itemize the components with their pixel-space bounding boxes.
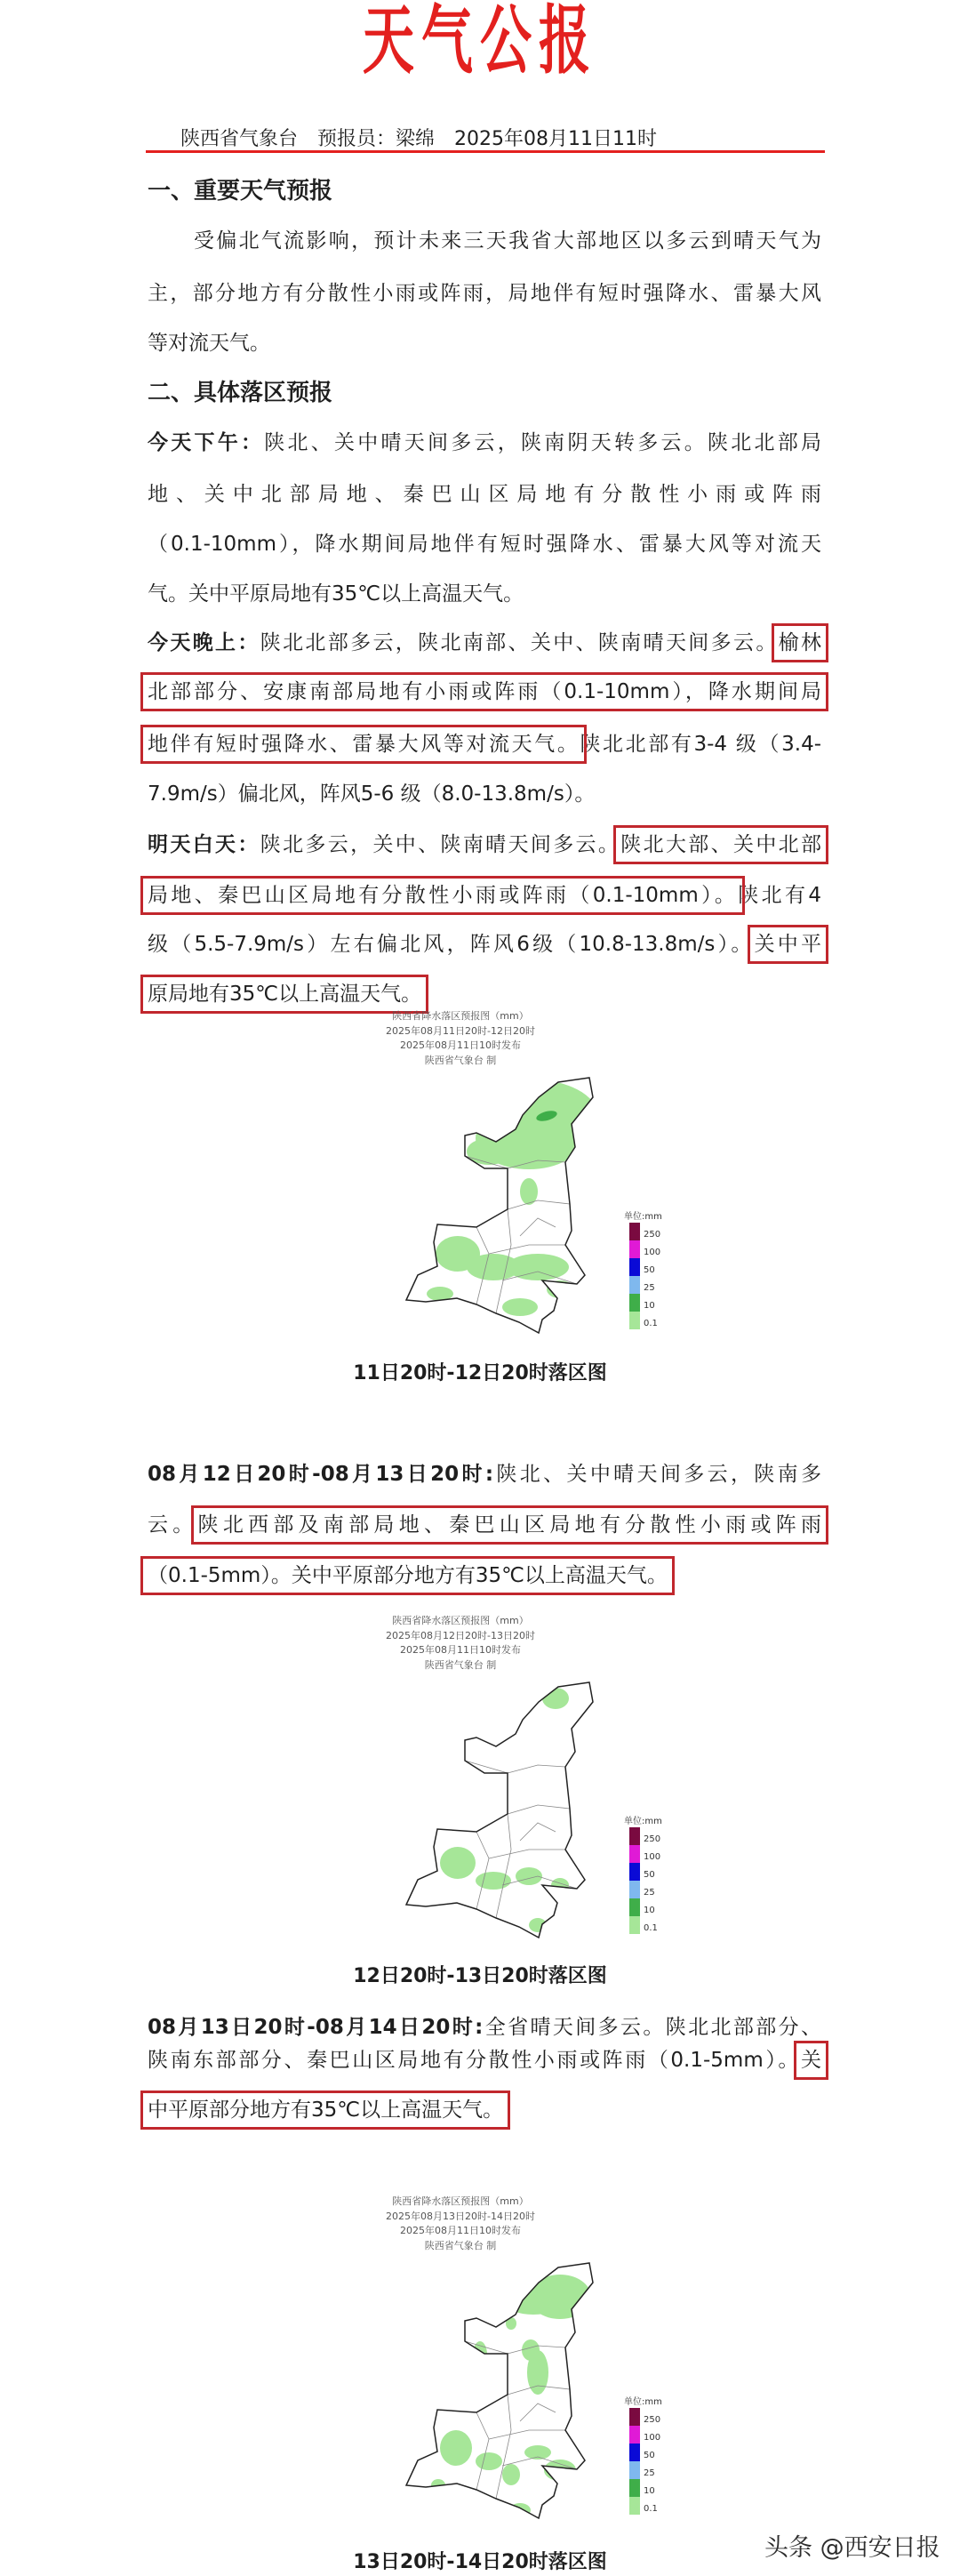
map-header-line: 2025年08月11日10时发布 — [400, 2225, 521, 2236]
text-segment: 全省晴天间多云。陕北北部部分、 — [483, 2016, 821, 2039]
period-label: 08月12日20时-08月13日20时: — [148, 1463, 494, 1486]
text-line — [148, 678, 821, 705]
legend-swatch — [629, 1240, 640, 1258]
legend-label: 50 — [644, 2451, 655, 2460]
highlighted-text: 陕北大部、关中北部 — [620, 833, 822, 856]
legend-label: 25 — [644, 1888, 655, 1898]
text-line — [148, 882, 821, 909]
text-line — [148, 531, 821, 558]
text-segment: 陕北、关中晴天间多云，陕南多 — [493, 1463, 822, 1486]
map-header-line: 陕西省气象台 制 — [424, 1054, 497, 1066]
text-line — [148, 781, 821, 807]
legend-label: 250 — [644, 2415, 661, 2425]
legend-label: 100 — [644, 2433, 661, 2443]
section-heading — [148, 178, 821, 205]
text-segment: 陕北有4 — [738, 884, 821, 907]
legend-swatch — [629, 1881, 640, 1898]
legend-label: 10 — [644, 1906, 655, 1915]
period-label: 今天晚上： — [148, 631, 260, 654]
period-label: 08月13日20时-08月14日20时: — [148, 2016, 484, 2039]
highlighted-text: 北部部分、安康南部局地有小雨或阵雨（0.1-10mm），降水期间局 — [148, 680, 821, 703]
text-line — [148, 2097, 821, 2123]
text-line — [148, 1562, 821, 1589]
text-line — [148, 630, 821, 656]
text-line — [148, 2014, 821, 2041]
text-line — [148, 831, 821, 858]
map-header-line: 陕西省降水落区预报图（mm） — [392, 2195, 529, 2207]
map-header-line: 2025年08月13日20时-14日20时 — [386, 2210, 535, 2222]
highlighted-text: 局地、秦巴山区局地有分散性小雨或阵雨（0.1-10mm）。 — [148, 884, 739, 907]
text-segment: （0.1-10mm），降水期间局地伴有短时强降水、雷暴大风等对流天 — [148, 533, 821, 556]
rain-area — [507, 1254, 569, 1280]
rain-area — [440, 2430, 472, 2466]
text-segment: 7.9m/s）偏北风，阵风5-6 级（8.0-13.8m/s）。 — [148, 782, 596, 806]
text-segment: 主，部分地方有分散性小雨或阵雨，局地伴有短时强降水、雷暴大风 — [148, 282, 821, 305]
map-header-line: 2025年08月11日10时发布 — [400, 1644, 521, 1656]
text-segment: 二、具体落区预报 — [148, 380, 333, 406]
text-segment: 气。关中平原局地有35℃以上高温天气。 — [148, 582, 524, 606]
text-line — [148, 1461, 821, 1488]
highlighted-text: （0.1-5mm）。关中平原部分地方有35℃以上高温天气。 — [148, 1564, 668, 1587]
map-caption: 12日20时-13日20时落区图 — [353, 1965, 607, 1987]
legend-unit: 单位:mm — [624, 1212, 662, 1222]
text-line — [148, 581, 821, 607]
legend-swatch — [629, 2497, 640, 2515]
legend-label: 0.1 — [644, 2504, 658, 2514]
rain-area — [502, 1298, 538, 1316]
highlighted-text: 榆林 — [778, 631, 822, 654]
legend-label: 25 — [644, 2468, 655, 2478]
map-caption: 11日20时-12日20时落区图 — [353, 1362, 607, 1384]
map-header-line: 2025年08月12日20时-13日20时 — [386, 1629, 535, 1641]
legend-label: 10 — [644, 1301, 655, 1311]
highlighted-text: 关 — [801, 2049, 821, 2072]
map-caption: 13日20时-14日20时落区图 — [353, 2551, 607, 2573]
text-line — [148, 931, 821, 958]
rain-area — [507, 2293, 560, 2315]
header-red-rule — [146, 150, 825, 153]
legend-swatch — [629, 1827, 640, 1845]
legend-swatch — [629, 2408, 640, 2426]
text-segment: 一、重要天气预报 — [148, 178, 333, 205]
legend-swatch — [629, 1276, 640, 1294]
legend-label: 0.1 — [644, 1319, 658, 1328]
legend-swatch — [629, 1916, 640, 1934]
legend-unit: 单位:mm — [624, 1817, 662, 1826]
rain-area — [542, 1688, 569, 1709]
shaanxi-province-map — [404, 2261, 596, 2521]
legend-swatch — [629, 1898, 640, 1916]
rain-area — [473, 2341, 487, 2368]
rain-area — [502, 2464, 520, 2485]
map-header-line: 2025年08月11日20时-12日20时 — [386, 1024, 535, 1037]
text-segment: 级（5.5-7.9m/s）左右偏北风，阵风6级（10.8-13.8m/s）。 — [148, 933, 755, 956]
rain-area — [477, 1780, 492, 1794]
text-line — [148, 1512, 821, 1538]
text-line — [148, 981, 821, 1007]
text-line — [148, 280, 821, 307]
legend-swatch — [629, 1294, 640, 1312]
text-line — [148, 2047, 821, 2074]
text-segment: 陕南东部部分、秦巴山区局地有分散性小雨或阵雨（0.1-5mm）。 — [148, 2049, 801, 2072]
text-line — [148, 330, 821, 357]
legend-swatch — [629, 2479, 640, 2497]
bulletin-title: 天气公报 — [362, 0, 597, 84]
legend-label: 50 — [644, 1870, 655, 1880]
legend-label: 50 — [644, 1265, 655, 1275]
text-segment: 陕北多云，关中、陕南晴天间多云。 — [260, 833, 621, 856]
text-segment: 等对流天气。 — [148, 332, 270, 355]
legend-label: 10 — [644, 2486, 655, 2496]
highlighted-text: 中平原部分地方有35℃以上高温天气。 — [148, 2099, 504, 2122]
text-line — [148, 429, 821, 456]
legend-swatch — [629, 1223, 640, 1240]
legend-swatch — [629, 1258, 640, 1276]
text-segment: 陕北北部有3-4 级（3.4- — [580, 733, 822, 756]
watermark: 头条 @西安日报 — [764, 2534, 940, 2562]
text-segment: 地、关中北部局地、秦巴山区局地有分散性小雨或阵雨 — [148, 483, 821, 506]
period-label: 明天白天： — [148, 833, 260, 856]
map-header-line: 陕西省气象台 制 — [424, 1658, 497, 1671]
bulletin-header: 陕西省气象台 预报员：梁绵 2025年08月11日11时 — [180, 128, 657, 150]
rain-area — [529, 1918, 547, 1932]
legend-label: 250 — [644, 1834, 661, 1844]
legend-swatch — [629, 1312, 640, 1329]
map-header-line: 2025年08月11日10时发布 — [400, 1039, 521, 1051]
legend-label: 100 — [644, 1248, 661, 1257]
legend-label: 100 — [644, 1852, 661, 1862]
legend-swatch — [629, 2444, 640, 2461]
map-header-line: 陕西省气象台 制 — [424, 2239, 497, 2251]
highlighted-text: 地伴有短时强降水、雷暴大风等对流天气。 — [148, 733, 580, 756]
legend-swatch — [629, 1863, 640, 1881]
shaanxi-province-map — [404, 1681, 596, 1940]
map-header-line: 陕西省降水落区预报图（mm） — [392, 1010, 529, 1022]
section-heading — [148, 380, 821, 406]
text-segment: 陕北北部多云，陕北南部、关中、陕南晴天间多云。 — [260, 631, 779, 654]
legend-unit: 单位:mm — [624, 2397, 662, 2407]
text-line — [194, 228, 821, 254]
text-line — [148, 731, 821, 758]
text-segment: 陕北、关中晴天间多云，陕南阴天转多云。陕北北部局 — [264, 431, 821, 454]
shaanxi-province-map — [404, 1076, 596, 1336]
rain-area — [524, 2445, 551, 2460]
period-label: 今天下午： — [148, 431, 265, 454]
rain-area — [440, 1847, 476, 1879]
highlighted-text: 关中平 — [754, 933, 822, 956]
legend-swatch — [629, 2461, 640, 2479]
legend-label: 250 — [644, 1230, 661, 1240]
legend-swatch — [629, 2426, 640, 2444]
legend-label: 25 — [644, 1283, 655, 1293]
text-segment: 云。 — [148, 1513, 198, 1537]
legend-label: 0.1 — [644, 1923, 658, 1933]
highlighted-text: 陕北西部及南部局地、秦巴山区局地有分散性小雨或阵雨 — [197, 1513, 822, 1537]
map-header-line: 陕西省降水落区预报图（mm） — [392, 1615, 529, 1626]
legend-swatch — [629, 1845, 640, 1863]
text-segment: 受偏北气流影响，预计未来三天我省大部地区以多云到晴天气为 — [194, 229, 821, 253]
highlighted-text: 原局地有35℃以上高温天气。 — [148, 983, 422, 1006]
rain-area — [476, 2452, 502, 2470]
rain-area — [544, 2460, 576, 2481]
text-line — [148, 481, 821, 508]
